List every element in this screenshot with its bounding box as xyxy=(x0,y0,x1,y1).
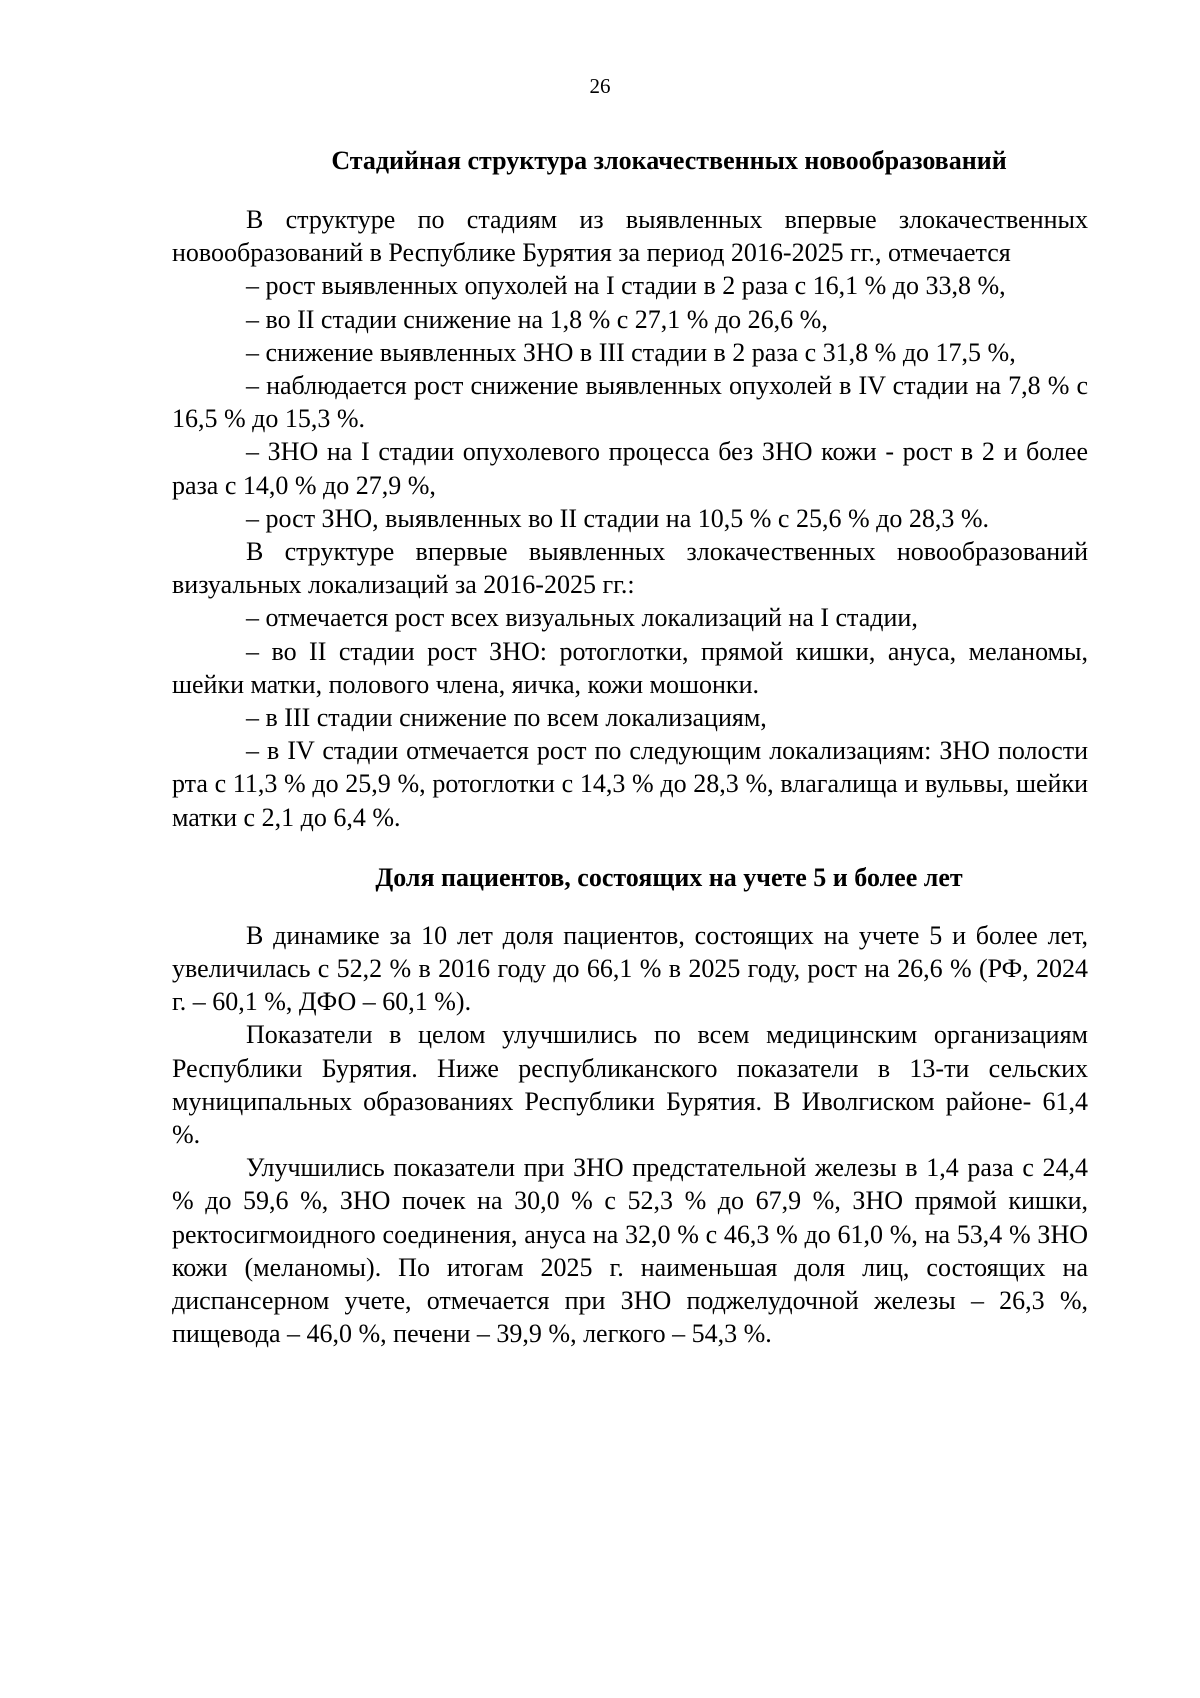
list-item-visual-stage-4: – в IV стадии отмечается рост по следующим локализациям: ЗНО полости рта с 11,3 % до 25,9 %, ротоглотки с 14,3 % до 28,3 %, влагалища и вульвы, шейки матки с 2,1 до 6,4 %. xyxy=(172,736,1088,832)
paragraph-improvements: Улучшились показатели при ЗНО предстательной железы в 1,4 раза с 24,4 % до 59,6 %, ЗНО почек на 30,0 % с 52,3 % до 67,9 %, ЗНО прямой кишки, ректосигмоидного соединения, ануса на 32,0 % с 46,3 % до 61,0 %, на 53,4 % ЗНО кожи (меланомы). По итогам 2025 г. наименьшая доля лиц, состоящих на диспансерном учете, отмечается при ЗНО поджелудочной железы – 26,3 %, пищевода – 46,0 %, печени – 39,9 %, легкого – 54,3 %. xyxy=(172,1153,1088,1349)
section-title-five-year-patients: Доля пациентов, состоящих на учете 5 и более лет xyxy=(375,862,963,892)
paragraph-intro: В структуре по стадиям из выявленных впервые злокачественных новообразований в Республике Бурятия за период 2016-2025 гг., отмечается xyxy=(172,205,1088,268)
list-item-stage-4: – наблюдается рост снижение выявленных опухолей в IV стадии на 7,8 % с 16,5 % до 15,3 %. xyxy=(172,371,1088,434)
list-item-stage-2-growth: – рост ЗНО, выявленных во II стадии на 10,5 % с 25,6 % до 28,3 %. xyxy=(246,503,990,533)
page-content xyxy=(172,140,1088,1351)
section-title-stage-structure: Стадийная структура злокачественных новообразований xyxy=(331,146,1007,175)
paragraph-dynamics: В динамике за 10 лет доля пациентов, состоящих на учете 5 и более лет, увеличилась с 52,2 % в 2016 году до 66,1 % в 2025 году, рост на 26,6 % (РФ, 2024 г. – 60,1 %, ДФО – 60,1 %). xyxy=(172,920,1088,1017)
list-item-visual-stage-1: – отмечается рост всех визуальных локализаций на I стадии, xyxy=(246,603,918,633)
list-item-stage-3: – снижение выявленных ЗНО в III стадии в 2 раза с 31,8 % до 17,5 %, xyxy=(246,337,1016,367)
list-item-stage-2: – во II стадии снижение на 1,8 % с 27,1 % до 26,6 %, xyxy=(246,304,828,334)
paragraph-visual-localizations: В структуре впервые выявленных злокачественных новообразований визуальных локализаций за 2016-2025 гг.: xyxy=(172,537,1088,600)
list-item-stage-1: – рост выявленных опухолей на I стадии в 2 раза с 16,1 % до 33,8 %, xyxy=(246,271,1006,301)
list-item-visual-stage-3: – в III стадии снижение по всем локализациям, xyxy=(246,703,767,733)
list-item-stage-1-no-skin: – ЗНО на I стадии опухолевого процесса без ЗНО кожи - рост в 2 и более раза с 14,0 % до 27,9 %, xyxy=(172,437,1088,500)
page-number: 26 xyxy=(589,74,611,98)
paragraph-organizations: Показатели в целом улучшились по всем медицинским организациям Республики Бурятия. Ниже республиканского показатели в 13-ти сельских муниципальных образованиях Республики Бурятия. В Иволгиском районе- 61,4 %. xyxy=(172,1020,1088,1150)
list-item-visual-stage-2: – во II стадии рост ЗНО: ротоглотки, прямой кишки, ануса, меланомы, шейки матки, полового члена, яичка, кожи мошонки. xyxy=(172,636,1088,699)
